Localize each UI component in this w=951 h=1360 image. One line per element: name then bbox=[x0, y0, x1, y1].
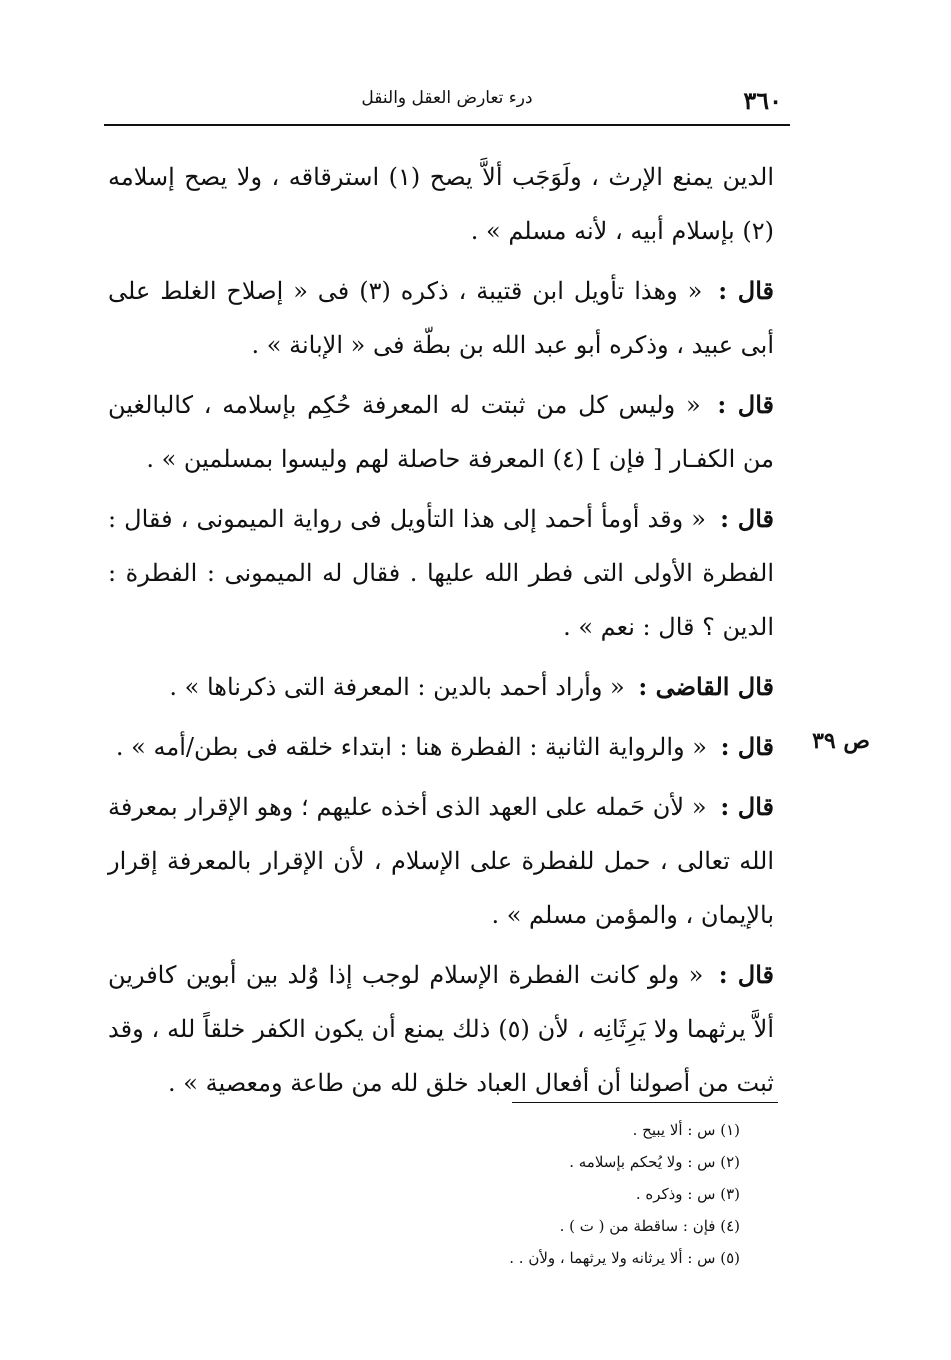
speaker-label: قال القاضى : bbox=[638, 672, 774, 701]
paragraph-3 bbox=[108, 378, 774, 486]
speaker-label: قال : bbox=[720, 504, 774, 533]
page-header bbox=[104, 82, 790, 118]
speaker-label: قال : bbox=[718, 276, 774, 305]
footnote-4: (٤) فإن : ساقطة من ( ت ) . bbox=[559, 1217, 740, 1235]
paragraph-4 bbox=[108, 492, 774, 654]
paragraph-text: « وقد أومأ أحمد إلى هذا التأويل فى رواية الميمونى ، فقال : الفطرة الأولى التى فطر الله عليها . فقال له الميمونى : الفطرة : الدين ؟ قال : نعم » . bbox=[108, 505, 774, 641]
page-number: ٣٦٠ bbox=[743, 86, 782, 115]
header-rule bbox=[104, 124, 790, 126]
speaker-label: قال : bbox=[718, 960, 774, 989]
paragraph-text: « لأن حَمله على العهد الذى أخذه عليهم ؛ وهو الإقرار بمعرفة الله تعالى ، حمل للفطرة على الإسلام ، لأن الإقرار بالمعرفة إقرار بالإيمان ، والمؤمن مسلم » . bbox=[108, 793, 774, 929]
speaker-label: قال : bbox=[720, 792, 775, 821]
speaker-label: قال : bbox=[717, 390, 774, 419]
speaker-label: قال : bbox=[720, 732, 774, 761]
footnote-2: (٢) س : ولا يُحكم بإسلامه . bbox=[569, 1153, 740, 1171]
paragraph-text: « ولو كانت الفطرة الإسلام لوجب إذا وُلد بين أبوين كافرين ألاَّ يرثهما ولا يَرِثَانِه ، لأن (٥) ذلك يمنع أن يكون الكفر خلقاً لله ، وقد ثبت من أصولنا أن أفعال العباد خلق لله من طاعة ومعصية » . bbox=[108, 961, 774, 1097]
paragraph-7 bbox=[108, 780, 774, 942]
paragraph-text: « وهذا تأويل ابن قتيبة ، ذكره (٣) فى « إصلاح الغلط على أبى عبيد ، وذكره أبو عبد الله بن بطّة فى « الإبانة » . bbox=[108, 277, 774, 359]
footnote-5: (٥) س : ألا يرثانه ولا يرثهما ، ولأن . . bbox=[509, 1249, 740, 1267]
running-title: درء تعارض العقل والنقل bbox=[361, 88, 533, 108]
paragraph-text: « وليس كل من ثبتت له المعرفة حُكِم بإسلامه ، كالبالغين من الكفـار [ فإن ] (٤) المعرفة حاصلة لهم وليسوا بمسلمين » . bbox=[108, 391, 774, 473]
paragraph-1 bbox=[108, 150, 774, 258]
footnote-3: (٣) س : وذكره . bbox=[635, 1185, 740, 1203]
main-text bbox=[108, 150, 774, 1116]
margin-page-reference: ص ٣٩ bbox=[812, 728, 870, 754]
paragraph-text: « والرواية الثانية : الفطرة هنا : ابتداء خلقه فى بطن/أمه » . bbox=[115, 733, 707, 761]
footnote-rule bbox=[512, 1102, 778, 1103]
footnotes bbox=[400, 1114, 740, 1274]
paragraph-8 bbox=[108, 948, 774, 1110]
paragraph-text: الدين يمنع الإرث ، ولَوَجَب ألاَّ يصح (١) استرقاقه ، ولا يصح إسلامه (٢) بإسلام أبيه ، لأنه مسلم » . bbox=[108, 163, 774, 245]
footnote-1: (١) س : ألا يبيح . bbox=[632, 1121, 740, 1139]
paragraph-6 bbox=[108, 720, 774, 774]
paragraph-5 bbox=[108, 660, 774, 714]
paragraph-text: « وأراد أحمد بالدين : المعرفة التى ذكرناها » . bbox=[169, 673, 625, 701]
paragraph-2 bbox=[108, 264, 774, 372]
